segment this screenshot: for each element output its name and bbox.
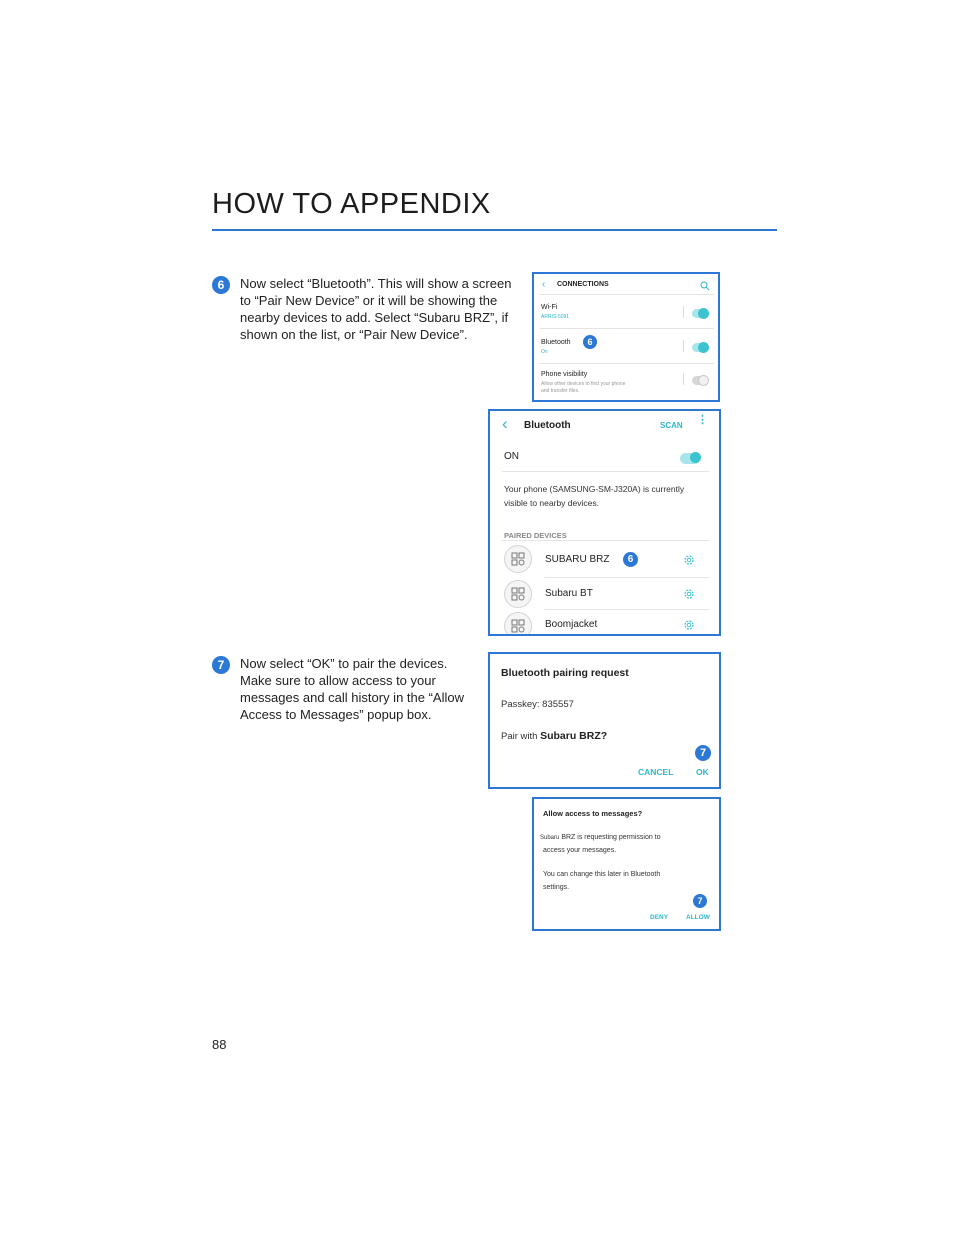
connections-item-wifi[interactable] [534, 296, 718, 328]
step-line: Make sure to allow access to your [240, 673, 436, 688]
step-line: shown on the list, or “Pair New Device”. [240, 327, 468, 342]
step-line: Access to Messages” popup box. [240, 707, 432, 722]
connections-item-phone-visibility[interactable] [534, 365, 718, 400]
visibility-text: visible to nearby devices. [504, 498, 599, 508]
allow-button[interactable]: ALLOW [686, 914, 710, 921]
item-sub: ARRIS-5091 [541, 314, 570, 320]
device-prefix: Subaru [540, 835, 560, 841]
bluetooth-on-label: ON [504, 451, 519, 462]
item-label: Bluetooth [541, 339, 571, 346]
scan-button[interactable]: SCAN [660, 421, 683, 430]
gear-icon[interactable] [682, 553, 696, 567]
step-line: Now select “Bluetooth”. This will show a screen [240, 276, 512, 291]
item-sub: On [541, 349, 548, 355]
device-icon [504, 545, 532, 573]
permission-line: access your messages. [543, 847, 617, 854]
cancel-button[interactable]: CANCEL [638, 767, 674, 777]
device-name: Boomjacket [545, 619, 598, 630]
step-line: nearby devices to add. Select “Subaru BRZ”, if [240, 310, 509, 325]
step-6-marker: 6 [623, 552, 638, 567]
back-icon[interactable]: ‹ [542, 279, 546, 290]
connections-title: CONNECTIONS [557, 281, 609, 288]
paired-devices-header: PAIRED DEVICES [504, 531, 567, 540]
permission-text [540, 834, 661, 841]
step-line: Now select “OK” to pair the devices. [240, 656, 448, 671]
search-icon[interactable] [700, 278, 710, 288]
connections-screenshot [532, 272, 720, 402]
bluetooth-screenshot [488, 409, 721, 636]
device-name: SUBARU BRZ [545, 554, 610, 565]
step-6-marker: 6 [583, 335, 597, 349]
device-row-boomjacket[interactable] [490, 609, 719, 634]
title-rule [212, 229, 777, 231]
more-options-icon[interactable]: ⋮ [697, 414, 708, 426]
visibility-text: Your phone (SAMSUNG-SM-J320A) is currently [504, 484, 685, 494]
step-7-marker: 7 [693, 894, 707, 908]
gear-icon[interactable] [682, 618, 696, 632]
messages-dialog-title: Allow access to messages? [543, 809, 643, 818]
divider [683, 373, 684, 385]
gear-icon[interactable] [682, 587, 696, 601]
ok-button[interactable]: OK [696, 767, 709, 777]
wifi-toggle[interactable] [692, 309, 708, 318]
item-label: Phone visibility [541, 371, 588, 378]
item-sub: Allow other devices to find your phone [541, 381, 626, 387]
settings-line: settings. [543, 884, 570, 891]
item-label: Wi-Fi [541, 304, 558, 311]
step-6-badge: 6 [212, 276, 230, 294]
bluetooth-toggle[interactable] [692, 343, 708, 352]
device-icon [504, 580, 532, 608]
bluetooth-main-toggle[interactable] [680, 453, 700, 464]
divider [683, 340, 684, 352]
page-title: HOW TO APPENDIX [212, 188, 491, 220]
pair-with-text [501, 730, 607, 742]
step-line: to “Pair New Device” or it will be showing the [240, 293, 498, 308]
bluetooth-title: Bluetooth [524, 420, 571, 431]
step-7-badge: 7 [212, 656, 230, 674]
connections-item-bluetooth[interactable] [534, 330, 718, 363]
device-name: Subaru BT [545, 588, 593, 599]
device-row-subaru-bt[interactable] [490, 577, 719, 609]
pair-device-name: Subaru BRZ? [540, 730, 608, 742]
pairing-dialog [488, 652, 721, 789]
messages-dialog [532, 797, 721, 931]
settings-line: You can change this later in Bluetooth [543, 871, 661, 878]
divider [683, 306, 684, 318]
divider [540, 294, 714, 295]
permission-line: BRZ is requesting permission to [561, 834, 661, 841]
divider [540, 328, 714, 329]
divider [502, 540, 709, 541]
divider [540, 363, 714, 364]
phone-visibility-toggle[interactable] [692, 376, 708, 385]
pairing-dialog-title: Bluetooth pairing request [501, 667, 629, 679]
deny-button[interactable]: DENY [650, 914, 669, 921]
passkey-text: Passkey: 835557 [501, 699, 574, 710]
divider [502, 471, 709, 472]
device-icon [504, 612, 532, 634]
step-line: messages and call history in the “Allow [240, 690, 464, 705]
step-6-text [240, 275, 515, 343]
back-icon[interactable]: ‹ [502, 414, 508, 433]
page-number: 88 [212, 1037, 227, 1052]
item-sub: and transfer files. [541, 388, 580, 394]
step-7-marker: 7 [695, 745, 711, 761]
device-row-subaru-brz[interactable] [490, 543, 719, 575]
pair-with-prefix: Pair with [501, 731, 538, 742]
step-7-text [240, 655, 515, 723]
